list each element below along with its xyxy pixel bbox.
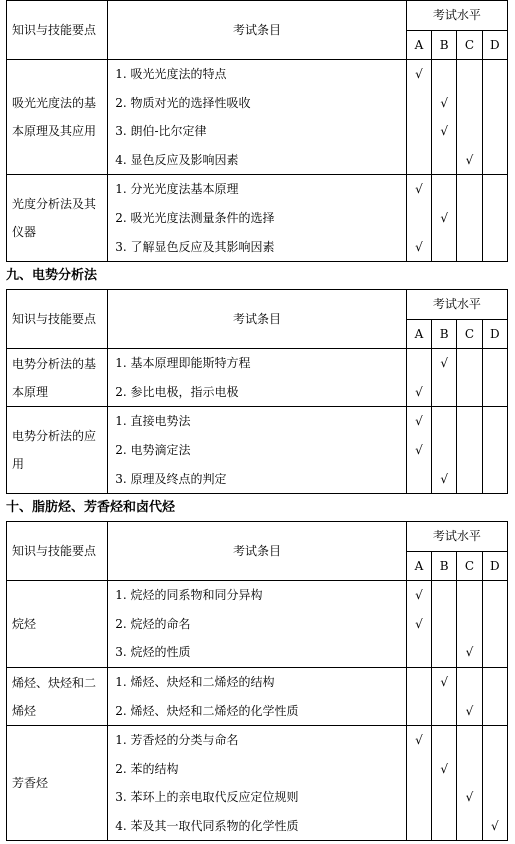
- exam-item: 1. 烯烃、炔烃和二烯烃的结构: [115, 674, 275, 689]
- topic-group-row: [7, 60, 508, 175]
- check-mark: √: [440, 95, 449, 110]
- exam-table: [6, 289, 508, 494]
- topic-group-row: [7, 581, 508, 668]
- exam-table: [6, 0, 508, 262]
- level-header-a: A: [406, 319, 431, 349]
- check-mark: [483, 726, 507, 755]
- check-mark: [457, 89, 481, 118]
- topic-group-row: [7, 349, 508, 407]
- check-mark: [483, 378, 507, 407]
- check-mark: [432, 60, 456, 89]
- level-column-b: [432, 60, 457, 175]
- check-mark: [457, 175, 481, 204]
- check-mark: √: [415, 384, 423, 399]
- check-mark: √: [415, 182, 423, 197]
- exam-item: 3. 朗伯-比尔定律: [115, 124, 207, 139]
- check-mark: √: [491, 818, 499, 833]
- section-title: 九、电势分析法: [6, 268, 98, 284]
- check-mark: √: [440, 471, 449, 486]
- exam-item: 2. 苯的结构: [115, 761, 179, 776]
- level-column-a: [406, 581, 431, 668]
- exam-item: 4. 苯及其一取代同系物的化学性质: [115, 818, 299, 833]
- exam-item: 1. 直接电势法: [115, 414, 191, 429]
- level-column-c: [457, 349, 482, 407]
- level-column-a: [406, 175, 431, 262]
- check-mark: [457, 349, 481, 378]
- level-header-a: A: [406, 30, 431, 60]
- check-mark: √: [415, 733, 423, 748]
- level-column-d: [482, 175, 507, 262]
- exam-table: [6, 521, 508, 841]
- items-cell: [108, 175, 407, 262]
- topic-cell: 电势分析法的基本原理: [7, 349, 108, 407]
- check-mark: [407, 117, 431, 146]
- level-column-b: [432, 726, 457, 841]
- check-mark: [407, 812, 431, 841]
- level-column-d: [482, 726, 507, 841]
- check-mark: [483, 465, 507, 494]
- check-mark: [483, 610, 507, 639]
- exam-item: 1. 分光光度法基本原理: [115, 182, 239, 197]
- exam-item: 3. 原理及终点的判定: [115, 471, 227, 486]
- header-row: [7, 522, 508, 552]
- header-row: [7, 1, 508, 31]
- check-mark: [407, 349, 431, 378]
- check-mark: [407, 783, 431, 812]
- exam-item: 2. 烷烃的命名: [115, 616, 191, 631]
- items-cell: [108, 407, 407, 494]
- check-mark: [457, 407, 481, 436]
- check-mark: [432, 146, 456, 175]
- check-mark: [483, 233, 507, 262]
- check-mark: [407, 668, 431, 697]
- exam-item: 2. 烯烃、炔烃和二烯烃的化学性质: [115, 703, 299, 718]
- check-mark: [407, 755, 431, 784]
- level-header-c: C: [457, 30, 482, 60]
- exam-item: 1. 基本原理即能斯特方程: [115, 356, 251, 371]
- level-header-d: D: [482, 30, 507, 60]
- level-header-a: A: [406, 551, 431, 581]
- level-column-c: [457, 407, 482, 494]
- check-mark: [457, 812, 481, 841]
- level-header-d: D: [482, 319, 507, 349]
- check-mark: [483, 638, 507, 667]
- check-mark: [483, 581, 507, 610]
- check-mark: [483, 117, 507, 146]
- level-column-d: [482, 349, 507, 407]
- topic-cell: 吸光光度法的基本原理及其应用: [7, 60, 108, 175]
- check-mark: [457, 60, 481, 89]
- check-mark: [432, 378, 456, 407]
- check-mark: [457, 233, 481, 262]
- check-mark: [432, 175, 456, 204]
- check-mark: [407, 465, 431, 494]
- check-mark: √: [440, 356, 449, 371]
- exam-item: 2. 电势滴定法: [115, 442, 191, 457]
- topic-cell: 芳香烃: [7, 726, 108, 841]
- items-cell: [108, 60, 407, 175]
- check-mark: [407, 638, 431, 667]
- level-column-c: [457, 581, 482, 668]
- header-topic-cell: 知识与技能要点: [7, 1, 108, 60]
- level-column-b: [432, 349, 457, 407]
- header-level-cell: 考试水平: [406, 1, 507, 31]
- exam-item: 3. 烷烃的性质: [115, 645, 191, 660]
- level-header-b: B: [432, 551, 457, 581]
- level-column-a: [406, 349, 431, 407]
- check-mark: [457, 668, 481, 697]
- check-mark: √: [465, 152, 474, 167]
- header-row: [7, 290, 508, 320]
- level-column-d: [482, 667, 507, 725]
- check-mark: [483, 697, 507, 726]
- check-mark: [483, 755, 507, 784]
- check-mark: [432, 581, 456, 610]
- level-column-a: [406, 60, 431, 175]
- header-level-cell: 考试水平: [406, 522, 507, 552]
- check-mark: [432, 233, 456, 262]
- check-mark: √: [440, 674, 449, 689]
- check-mark: [457, 465, 481, 494]
- level-column-b: [432, 175, 457, 262]
- exam-item: 2. 吸光光度法测量条件的选择: [115, 210, 275, 225]
- section-title: 十、脂肪烃、芳香烃和卤代烃: [6, 500, 176, 516]
- check-mark: √: [415, 67, 423, 81]
- level-column-d: [482, 60, 507, 175]
- level-column-b: [432, 407, 457, 494]
- check-mark: [432, 726, 456, 755]
- check-mark: [432, 638, 456, 667]
- check-mark: [407, 697, 431, 726]
- topic-group-row: [7, 726, 508, 841]
- header-items-cell: 考试条目: [108, 1, 407, 60]
- exam-item: 3. 了解显色反应及其影响因素: [115, 239, 275, 254]
- level-header-b: B: [432, 319, 457, 349]
- exam-item: 2. 参比电极，指示电极: [115, 384, 239, 399]
- check-mark: √: [440, 761, 449, 776]
- level-column-d: [482, 407, 507, 494]
- check-mark: [407, 89, 431, 118]
- check-mark: [483, 204, 507, 233]
- check-mark: [407, 204, 431, 233]
- check-mark: [457, 436, 481, 465]
- level-column-c: [457, 175, 482, 262]
- check-mark: [457, 378, 481, 407]
- check-mark: √: [415, 239, 423, 254]
- level-header-d: D: [482, 551, 507, 581]
- check-mark: [432, 783, 456, 812]
- check-mark: [457, 204, 481, 233]
- check-mark: √: [440, 210, 449, 225]
- check-mark: [407, 146, 431, 175]
- level-column-b: [432, 667, 457, 725]
- level-column-b: [432, 581, 457, 668]
- level-header-c: C: [457, 319, 482, 349]
- check-mark: √: [415, 616, 423, 631]
- check-mark: [457, 726, 481, 755]
- items-cell: [108, 581, 407, 668]
- topic-group-row: [7, 175, 508, 262]
- topic-cell: 光度分析法及其仪器: [7, 175, 108, 262]
- topic-cell: 烷烃: [7, 581, 108, 668]
- check-mark: [457, 610, 481, 639]
- check-mark: [457, 117, 481, 146]
- header-items-cell: 考试条目: [108, 290, 407, 349]
- check-mark: [432, 407, 456, 436]
- level-header-c: C: [457, 551, 482, 581]
- check-mark: [483, 668, 507, 697]
- check-mark: √: [440, 124, 449, 139]
- level-column-c: [457, 60, 482, 175]
- exam-item: 4. 显色反应及影响因素: [115, 152, 239, 167]
- level-column-a: [406, 407, 431, 494]
- check-mark: √: [465, 790, 474, 805]
- topic-cell: 烯烃、炔烃和二烯烃: [7, 667, 108, 725]
- check-mark: √: [415, 588, 423, 603]
- header-items-cell: 考试条目: [108, 522, 407, 581]
- syllabus-page: [6, 0, 508, 841]
- items-cell: [108, 349, 407, 407]
- topic-group-row: [7, 407, 508, 494]
- check-mark: √: [465, 703, 474, 718]
- check-mark: [432, 812, 456, 841]
- level-column-c: [457, 667, 482, 725]
- topic-cell: 电势分析法的应用: [7, 407, 108, 494]
- level-column-c: [457, 726, 482, 841]
- level-column-d: [482, 581, 507, 668]
- check-mark: [432, 610, 456, 639]
- check-mark: [432, 436, 456, 465]
- exam-item: 1. 烷烃的同系物和同分异构: [115, 588, 263, 603]
- header-topic-cell: 知识与技能要点: [7, 290, 108, 349]
- check-mark: √: [415, 414, 423, 429]
- items-cell: [108, 667, 407, 725]
- check-mark: [483, 60, 507, 89]
- check-mark: [432, 697, 456, 726]
- check-mark: [483, 436, 507, 465]
- exam-item: 2. 物质对光的选择性吸收: [115, 95, 251, 110]
- level-column-a: [406, 726, 431, 841]
- level-header-b: B: [432, 30, 457, 60]
- check-mark: [483, 146, 507, 175]
- check-mark: [483, 783, 507, 812]
- header-level-cell: 考试水平: [406, 290, 507, 320]
- check-mark: [483, 89, 507, 118]
- topic-group-row: [7, 667, 508, 725]
- check-mark: [483, 349, 507, 378]
- exam-item: 1. 吸光光度法的特点: [115, 67, 227, 81]
- exam-item: 3. 苯环上的亲电取代反应定位规则: [115, 790, 299, 805]
- check-mark: [483, 175, 507, 204]
- check-mark: [457, 581, 481, 610]
- check-mark: √: [415, 442, 423, 457]
- check-mark: √: [465, 645, 474, 660]
- check-mark: [457, 755, 481, 784]
- items-cell: [108, 726, 407, 841]
- check-mark: [483, 407, 507, 436]
- header-topic-cell: 知识与技能要点: [7, 522, 108, 581]
- level-column-a: [406, 667, 431, 725]
- exam-item: 1. 芳香烃的分类与命名: [115, 733, 239, 748]
